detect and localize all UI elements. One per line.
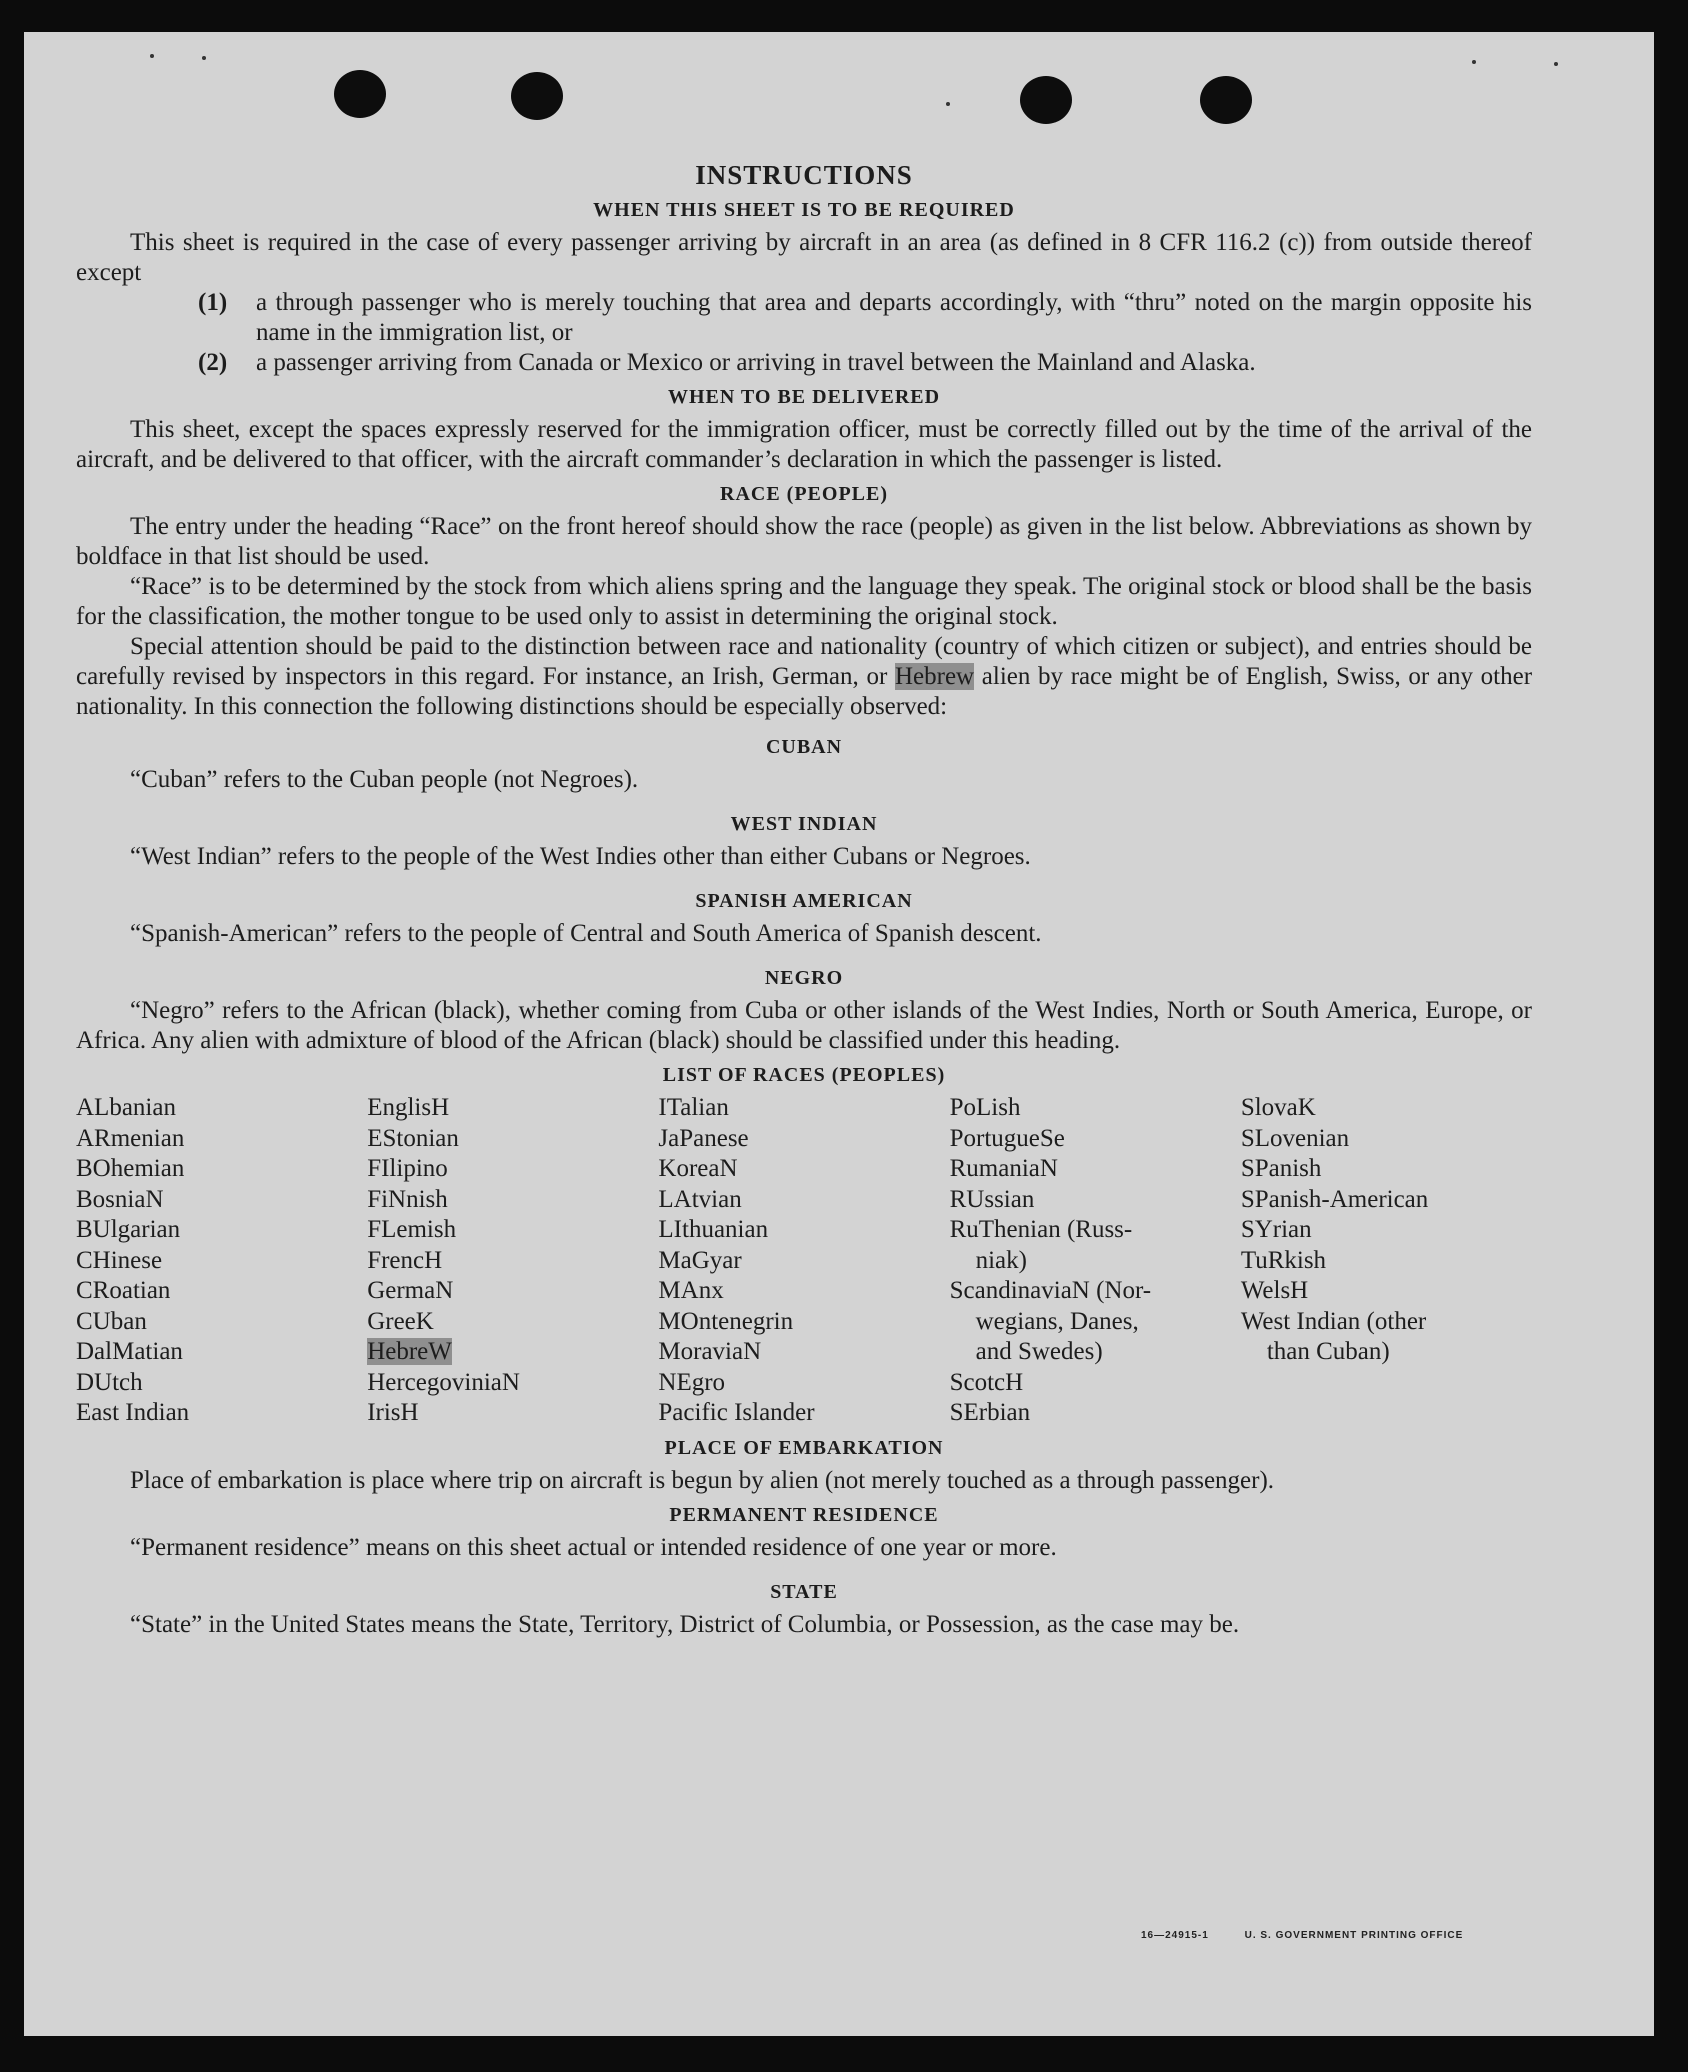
heading-state: STATE (770, 1580, 838, 1603)
highlighted-word: Hebrew (894, 663, 975, 690)
race-item: MOntenegrin (658, 1307, 794, 1335)
race-item: wegians, Danes, (975, 1307, 1139, 1335)
exception-number: (1) (198, 289, 228, 316)
punch-hole (1020, 76, 1072, 124)
heading-required: WHEN THIS SHEET IS TO BE REQUIRED (593, 199, 1015, 221)
race-item: ScotcH (949, 1368, 1024, 1396)
race-item: ScandinaviaN (Nor- (949, 1277, 1152, 1304)
exception-text: a passenger arriving from Canada or Mexico or arriving in travel between the Mainland and Alaska. (256, 349, 1256, 376)
race-item: JaPanese (658, 1124, 749, 1152)
residence-text: “Permanent residence” means on this sheet actual or intended residence of one year or more. (130, 1533, 1057, 1561)
west-indian-text: “West Indian” refers to the people of the West Indies other than either Cubans or Negroes. (130, 843, 1031, 870)
race-item: TuRkish (1240, 1246, 1327, 1274)
heading-negro: NEGRO (764, 967, 844, 989)
race-item: FiNnish (367, 1185, 448, 1213)
heading-embarkation: PLACE OF EMBARKATION (664, 1436, 944, 1459)
heading-residence: PERMANENT RESIDENCE (669, 1503, 939, 1526)
race-item: IrisH (367, 1399, 419, 1426)
race-item: East Indian (76, 1399, 190, 1426)
race-item: DalMatian (76, 1338, 183, 1365)
race-column-3 (658, 1093, 949, 1429)
race-item: MoraviaN (658, 1338, 762, 1365)
race-item: Pacific Islander (658, 1399, 815, 1426)
race-item: SlovaK (1240, 1094, 1316, 1121)
race-item: ALbanian (76, 1094, 176, 1121)
race-item: EStonian (367, 1124, 459, 1152)
race-item: SPanish (1240, 1155, 1322, 1182)
speck (1554, 62, 1558, 66)
heading-cuban: CUBAN (765, 736, 843, 758)
race-item: niak) (975, 1246, 1027, 1274)
speck (150, 54, 154, 58)
race-item: WelsH (1240, 1277, 1309, 1304)
race-item: BOhemian (76, 1155, 185, 1182)
race-item: HercegoviniaN (367, 1368, 520, 1396)
race-item: KoreaN (658, 1155, 738, 1182)
race-item: RumaniaN (949, 1155, 1058, 1182)
race-item: PortugueSe (949, 1124, 1065, 1152)
embarkation-text: Place of embarkation is place where trip on aircraft is begun by alien (not merely touched as a through passenger). (130, 1466, 1275, 1494)
race-item: SPanish-American (1240, 1185, 1429, 1213)
race-paragraph-3 (76, 632, 1532, 722)
speck (946, 102, 950, 106)
race-item: CUban (76, 1307, 147, 1335)
exception-text: a through passenger who is merely touching that area and departs accordingly, with “thru” noted on the margin opposite his name in the immigration list, or (256, 289, 1532, 346)
speck (1472, 60, 1476, 64)
highlighted-race: HebreW (367, 1338, 452, 1365)
race-column-1 (76, 1093, 367, 1429)
race-item: and Swedes) (975, 1338, 1103, 1365)
spanish-american-text: “Spanish-American” refers to the people of Central and South America of Spanish descent. (130, 920, 1042, 947)
heading-spanish-american: SPANISH AMERICAN (695, 890, 913, 912)
race-item: SLovenian (1240, 1124, 1350, 1152)
race-item: West Indian (other (1240, 1307, 1427, 1335)
heading-race: RACE (PEOPLE) (720, 483, 888, 505)
race-item: PoLish (949, 1094, 1021, 1121)
race-item: FLemish (367, 1216, 457, 1243)
race-item: LIthuanian (658, 1216, 769, 1243)
race-item: SYrian (1240, 1216, 1312, 1243)
race-item: MAnx (658, 1277, 724, 1304)
race-item: RUssian (949, 1185, 1035, 1213)
race-item: DUtch (76, 1368, 143, 1396)
race-item: ITalian (658, 1094, 729, 1121)
race-item: ARmenian (76, 1124, 185, 1152)
race-paragraph-3-end: alien by race might be of English, Swiss, or any other nationality. In this connection the following distinctions should be especially observed: (76, 663, 1533, 720)
race-item: GreeK (367, 1307, 434, 1335)
document-sheet (24, 32, 1654, 2036)
punch-hole (511, 72, 563, 120)
negro-text: “Negro” refers to the African (black), whether coming from Cuba or other islands of the West Indies, North or South America, Europe, or Africa. Any alien with admixture of blood of the African (black) should be classified under this heading. (76, 997, 1532, 1054)
state-text: “State” in the United States means the State, Territory, District of Columbia, or Possession, as the case may be. (130, 1610, 1240, 1638)
exception-item (198, 288, 1532, 348)
heading-west-indian: WEST INDIAN (730, 813, 878, 835)
race-item (367, 1337, 658, 1368)
delivered-text: This sheet, except the spaces expressly reserved for the immigration officer, must be correctly filled out by the time of the arrival of the aircraft, and be delivered to that officer, with the aircraft commander’s declaration in which the passenger is listed. (76, 416, 1532, 473)
required-intro: This sheet is required in the case of every passenger arriving by aircraft in an area (as defined in 8 CFR 116.2 (c)) from outside thereof except (76, 229, 1532, 286)
punch-hole (1200, 76, 1252, 124)
race-item: MaGyar (658, 1246, 742, 1274)
race-item: than Cuban) (1266, 1338, 1390, 1365)
race-item: SErbian (949, 1399, 1031, 1426)
race-column-5 (1241, 1093, 1532, 1429)
race-item: RuThenian (Russ- (949, 1216, 1133, 1243)
race-item: GermaN (367, 1277, 454, 1304)
exception-number: (2) (198, 349, 228, 376)
race-paragraph-2: “Race” is to be determined by the stock from which aliens spring and the language they speak. The original stock or blood shall be the basis for the classification, the mother tongue to be used only to assist in determining the original stock. (76, 573, 1532, 630)
race-item: FrencH (367, 1246, 443, 1274)
page-title: INSTRUCTIONS (695, 160, 913, 190)
race-item: BosniaN (76, 1185, 164, 1213)
punch-hole (334, 70, 386, 118)
race-item: FIlipino (367, 1155, 448, 1182)
race-paragraph-3-start: Special attention should be paid to the distinction between race and nationality (country of which citizen or subject), and entries should be carefully revised by inspectors in this regard. For instance, an Irish, German, or (76, 633, 1532, 690)
form-number: 16—24915-1 (1141, 1930, 1209, 1941)
footer-imprint (1141, 1930, 1495, 1941)
exception-item (198, 348, 1532, 378)
race-paragraph-1: The entry under the heading “Race” on the front hereof should show the race (people) as given in the list below. Abbreviations as shown by boldface in that list should be used. (76, 513, 1532, 570)
race-item: EnglisH (367, 1094, 450, 1121)
instructions-content (76, 154, 1532, 1640)
race-item: BUlgarian (76, 1216, 181, 1243)
race-item: CHinese (76, 1246, 163, 1274)
heading-delivered: WHEN TO BE DELIVERED (667, 386, 941, 408)
heading-list-of-races: LIST OF RACES (PEOPLES) (662, 1064, 946, 1086)
race-list (76, 1093, 1532, 1429)
race-column-2 (367, 1093, 658, 1429)
cuban-text: “Cuban” refers to the Cuban people (not Negroes). (130, 766, 639, 793)
speck (202, 56, 206, 60)
race-item: NEgro (658, 1368, 726, 1396)
race-column-4 (950, 1093, 1241, 1429)
printer-credit: U. S. GOVERNMENT PRINTING OFFICE (1244, 1930, 1464, 1941)
race-item: LAtvian (658, 1185, 742, 1213)
race-item: CRoatian (76, 1277, 171, 1304)
